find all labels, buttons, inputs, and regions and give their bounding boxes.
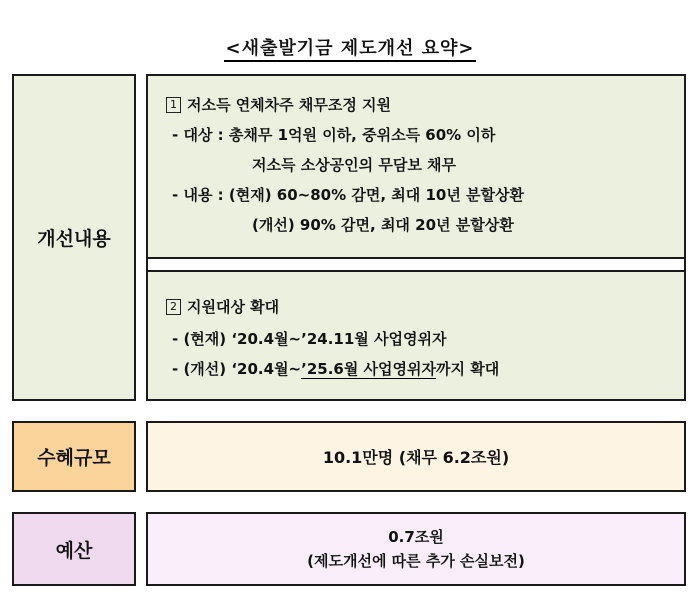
section-1-heading [166,94,391,115]
budget-label: 예산 [55,539,93,562]
improvement-label: 개선내용 [37,228,111,250]
benefit-label: 수혜규모 [37,447,111,469]
expansion-underlined-2: ’25.6월 사업영위자 [301,360,437,378]
budget-label-cell [12,512,136,586]
content-prefix: - 내용 : [172,186,229,204]
expansion-text-1: - (현재) ‘20.4월~’24.11월 사업영위자 [172,330,447,348]
section-2-heading-text: 지원대상 확대 [187,298,280,316]
expansion-line-2 [172,358,499,379]
content-line-2 [252,214,514,235]
target-text-2: 저소득 소상공인의 무담보 채무 [252,156,457,174]
target-line-1 [172,124,495,145]
document-title [0,34,700,60]
benefit-value-cell [146,421,686,492]
section-divider [148,259,684,272]
budget-note: (제도개선에 따른 추가 손실보전) [307,552,525,570]
document-title-text: <새출발기금 제도개선 요약> [224,38,477,62]
improvement-label-cell [12,74,136,401]
section-2-heading [166,296,279,317]
expansion-suffix-2: 까지 확대 [436,360,500,378]
content-line-1 [172,184,524,205]
budget-value-cell [146,512,686,586]
section-2-number: 2 [166,299,181,315]
content-text-1: (현재) 60~80% 감면, 최대 10년 분할상환 [228,186,525,204]
expansion-prefix-2: - (개선) ‘20.4월~ [172,360,302,378]
section-2 [148,272,684,399]
improvement-content-cell [146,74,686,401]
section-1-heading-text: 저소득 연체차주 채무조정 지원 [187,96,392,114]
target-prefix: - 대상 : [172,126,229,144]
section-1-number: 1 [166,97,181,113]
expansion-line-1 [172,328,446,349]
target-text-1: 총채무 1억원 이하, 중위소득 60% 이하 [228,126,496,144]
benefit-label-cell [12,421,136,492]
benefit-value: 10.1만명 (채무 6.2조원) [322,448,510,467]
section-1 [148,76,684,259]
budget-value: 0.7조원 [388,528,444,546]
target-line-2 [252,154,456,175]
content-text-2: (개선) 90% 감면, 최대 20년 분할상환 [252,216,514,234]
